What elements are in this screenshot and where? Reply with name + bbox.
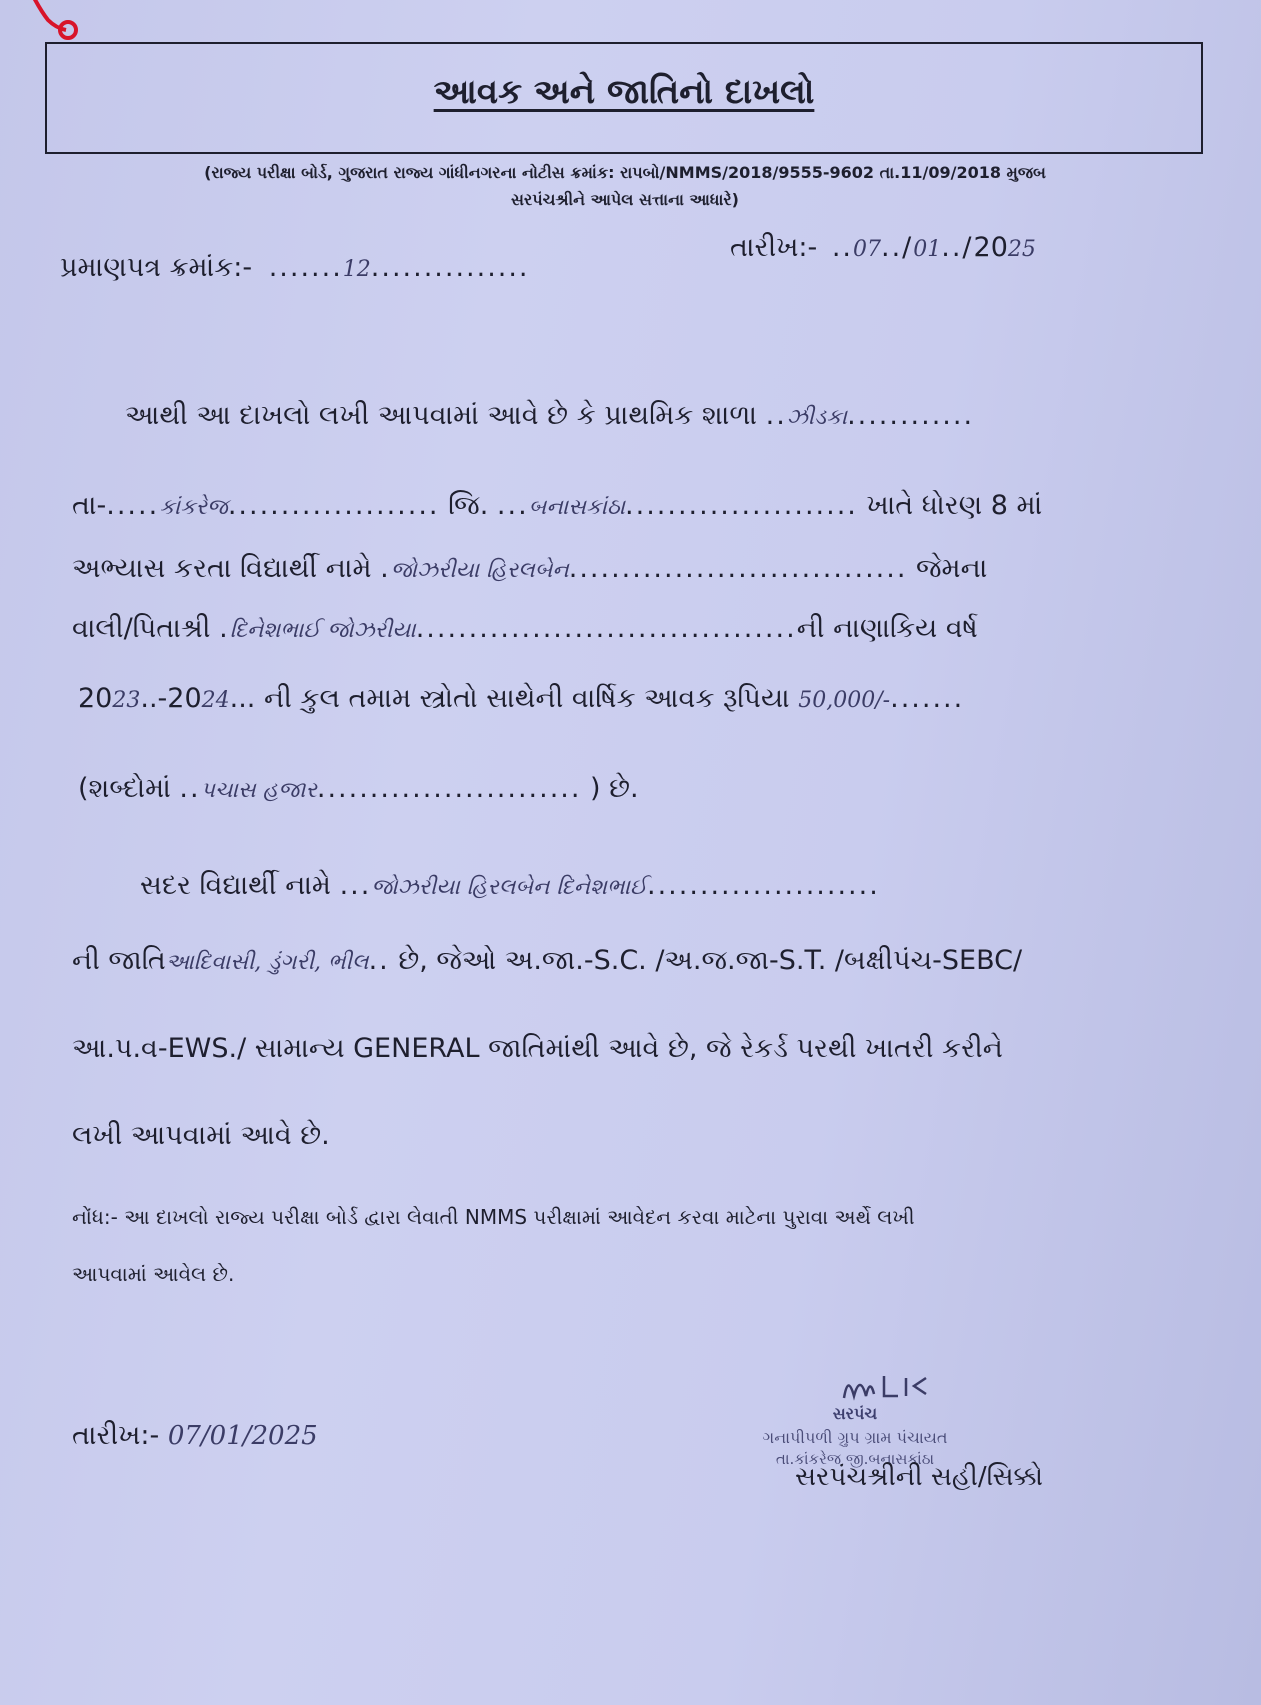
- date-day: 07: [853, 237, 881, 262]
- year-end-prefix: 20: [167, 683, 202, 714]
- date-label: તારીખ:-: [730, 232, 818, 263]
- subtitle-line-1: (રાજ્ય પરીક્ષા બોર્ડ, ગુજરાત રાજ્ય ગાંધીનગરના નોટીસ ક્રમાંક: રાપબો/NMMS/2018/9555-9602 તા.11/09/2018 મુજબ: [204, 163, 1046, 182]
- words-label: (શબ્દોમાં: [78, 773, 171, 804]
- para1-line2-tail: ખાતે ધોરણ 8 માં: [866, 490, 1043, 521]
- certificate-number-value: 12: [342, 257, 371, 282]
- student-full-name: જોઝરીયા હિરલબેન દિનેશભાઈ: [371, 875, 647, 900]
- caste-label: ની જાતિ: [72, 945, 166, 976]
- subtitle-line-2: સરપંચશ્રીને આપેલ સત્તાના આધારે): [511, 190, 739, 209]
- document-title: આવક અને જાતિનો દાખલો: [433, 72, 815, 112]
- date-month: 01: [913, 237, 942, 262]
- date-year-prefix: 20: [973, 232, 1008, 263]
- footer-date-row: [72, 1420, 318, 1452]
- para1-line5: 2023..-2024... ની કુલ તમામ સ્ત્રોતો સાથેની વાર્ષિક આવક રૂપિયા 50,000/-.......: [78, 683, 965, 714]
- caste-value: આદિવાસી, ડુંગરી, ભીલ: [165, 950, 369, 975]
- para1-line4-tail: ની નાણાકિય વર્ષ: [796, 613, 978, 644]
- para1-line3: અભ્યાસ કરતા વિદ્યાર્થી નામે .જોઝરીયા હિરલબેન................................ જેમના: [72, 553, 988, 584]
- year-end-suffix: 24: [201, 688, 230, 713]
- para2-line1: સદર વિદ્યાર્થી નામે ...જોઝરીયા હિરલબેન દિનેશભાઈ......................: [140, 870, 880, 901]
- guardian-name: દિનેશભાઈ જોઝરીયા: [229, 618, 416, 643]
- para2-line2-text: છે, જેઓ અ.જા.-S.C. /અ.જ.જા-S.T. /બક્ષીપંચ-SEBC/: [398, 945, 1023, 976]
- footer-date-value: 07/01/2025: [167, 1421, 318, 1451]
- taluka-name: કાંકરેજ: [159, 495, 228, 520]
- certificate-number-row: પ્રમાણપત્ર ક્રમાંક:- .......12...............: [60, 252, 530, 283]
- signature-scribble: [840, 1368, 930, 1404]
- para1-line4: વાલી/પિતાશ્રી .દિનેશભાઈ જોઝરીયા....................................ની નાણાકિય વર્ષ: [72, 613, 978, 644]
- income-amount: 50,000/-: [798, 688, 891, 713]
- date-row: તારીખ:- ..07../01../2025: [730, 232, 1036, 263]
- stamp-line-1: સરપંચ: [832, 1404, 878, 1423]
- stamp-line-3: તા.કાંકરેજ જી.બનાસકાંઠા: [775, 1450, 935, 1468]
- note-line-2: આપવામાં આવેલ છે.: [72, 1262, 235, 1286]
- para1-line6: (શબ્દોમાં ..પચાસ હજાર......................... ) છે.: [78, 773, 639, 804]
- para1-line3-tail: જેમના: [916, 553, 988, 584]
- para2-line3: આ.પ.વ-EWS./ સામાન્ય GENERAL જાતિમાંથી આવે છે, જે રેકર્ડ પરથી ખાતરી કરીને: [72, 1033, 1003, 1064]
- footer-date-label: તારીખ:-: [72, 1420, 160, 1451]
- title-box: [45, 42, 1203, 154]
- para1-line1-text: આથી આ દાખલો લખી આપવામાં આવે છે કે પ્રાથમિક શાળા: [125, 400, 758, 431]
- para1-line5-text: ની કુલ તમામ સ્ત્રોતો સાથેની વાર્ષિક આવક રૂપિયા: [263, 683, 790, 714]
- year-start-prefix: 20: [78, 683, 113, 714]
- year-start-suffix: 23: [112, 688, 141, 713]
- district-label: જિ.: [448, 490, 489, 521]
- date-year-suffix: 25: [1007, 237, 1036, 262]
- para2-line2: ની જાતિઆદિવાસી, ડુંગરી, ભીલ.. છે, જેઓ અ.જા.-S.C. /અ.જ.જા-S.T. /બક્ષીપંચ-SEBC/: [72, 945, 1023, 976]
- para1-line2: તા-.....કાંકરેજ.................... જિ. ...બનાસકાંઠા...................... ખાતે ધોરણ 8 માં: [72, 490, 1043, 521]
- guardian-label: વાલી/પિતાશ્રી: [72, 613, 211, 644]
- para2-line4: લખી આપવામાં આવે છે.: [72, 1120, 330, 1151]
- signature-label: સરપંચશ્રીની સહી/સિક્કો: [795, 1462, 1043, 1492]
- para2-line1-text: સદર વિદ્યાર્થી નામે: [140, 870, 331, 901]
- stamp-line-2: ગનાપીપળી ગ્રુપ ગ્રામ પંચાયત: [762, 1428, 948, 1447]
- taluka-label: તા-: [72, 490, 107, 521]
- certificate-number-label: પ્રમાણપત્ર ક્રમાંક:-: [60, 252, 253, 283]
- note-line-1: નોંધ:- આ દાખલો રાજ્ય પરીક્ષા બોર્ડ દ્વારા લેવાતી NMMS પરીક્ષામાં આવેદન કરવા માટેના પુરાવા અર્થે લખી: [72, 1205, 915, 1229]
- para1-line3-text: અભ્યાસ કરતા વિદ્યાર્થી નામે: [72, 553, 372, 584]
- income-in-words: પચાસ હજાર: [200, 778, 317, 803]
- school-name: ઝીડકા: [786, 405, 848, 430]
- official-stamp: [690, 1404, 1020, 1468]
- student-name: જોઝરીયા હિરલબેન: [390, 558, 569, 583]
- para1-line1: આથી આ દાખલો લખી આપવામાં આવે છે કે પ્રાથમિક શાળા ..ઝીડકા............: [125, 400, 975, 431]
- para1-line6-close: ) છે.: [590, 773, 639, 804]
- district-name: બનાસકાંઠા: [528, 495, 626, 520]
